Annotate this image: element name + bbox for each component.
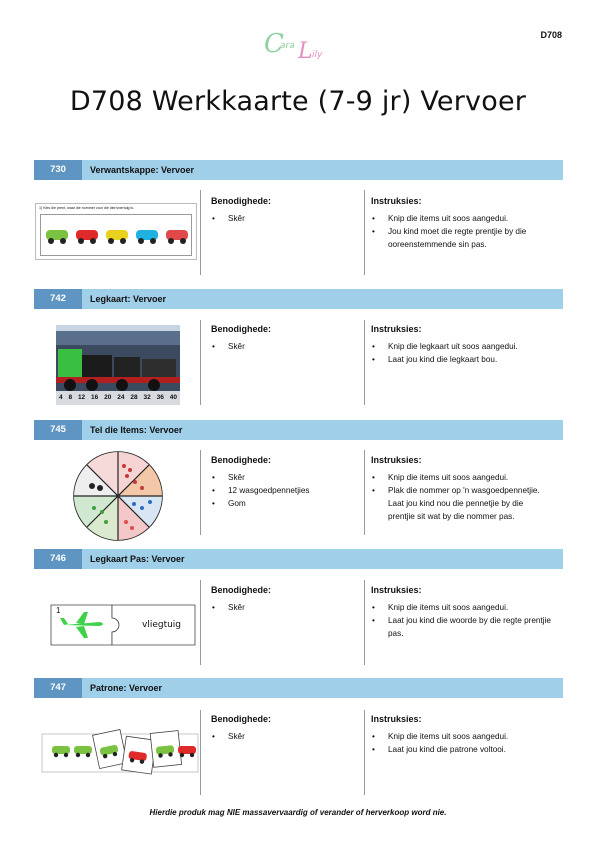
divider — [200, 190, 201, 275]
puzzle-number: 36 — [156, 394, 164, 401]
instructions-column — [371, 584, 551, 640]
section-title: Legkaart Pas: Vervoer — [90, 554, 185, 564]
instruction-item: • Plak die nommer op 'n wasgoedpennetjie. Laat jou kind nou die pennetjie by die prentjie sit wat by die nommer pas. — [371, 484, 551, 523]
section-title: Tel die Items: Vervoer — [90, 425, 183, 435]
divider — [200, 450, 201, 535]
needs-heading: Benodighede: — [211, 455, 271, 465]
pattern-cards — [40, 720, 200, 778]
section-code: 746 — [34, 549, 82, 569]
divider — [200, 580, 201, 665]
instructions-heading: Instruksies: — [371, 455, 422, 465]
car-row — [44, 224, 192, 248]
puzzle-number: 40 — [169, 394, 177, 401]
puzzle-number: 16 — [91, 394, 99, 401]
puzzle-number: 1 — [56, 606, 61, 615]
needs-item: • Skêr — [211, 471, 359, 484]
footer-notice: Hierdie produk mag NIE massavervaardig of verander of herverkoop word nie. — [149, 808, 447, 817]
needs-column — [211, 195, 359, 225]
divider — [364, 320, 365, 405]
divider — [364, 190, 365, 275]
section-header-730 — [34, 160, 563, 180]
instructions-heading: Instruksies: — [371, 196, 422, 206]
needs-item: • Skêr — [211, 340, 359, 353]
needs-heading: Benodighede: — [211, 324, 271, 334]
instructions-column — [371, 454, 551, 523]
puzzle-number: 12 — [77, 394, 86, 401]
instruction-item: • Knip die items uit soos aangedui. — [371, 730, 551, 743]
thumbnail-patterns — [40, 720, 200, 778]
instructions-column — [371, 195, 551, 251]
thumbnail-relationships — [35, 203, 197, 260]
needs-heading: Benodighede: — [211, 714, 271, 724]
instructions-heading: Instruksies: — [371, 585, 422, 595]
section-title: Legkaart: Vervoer — [90, 294, 167, 304]
needs-item: • Skêr — [211, 212, 359, 225]
puzzle-number: 28 — [130, 394, 138, 401]
section-header-745 — [34, 420, 563, 440]
needs-item: • Skêr — [211, 601, 359, 614]
cara-lily-logo — [262, 24, 334, 66]
puzzle-word: vliegtuig — [142, 620, 182, 630]
divider — [200, 710, 201, 795]
svg-text:ara: ara — [280, 41, 295, 51]
instruction-item: • Laat jou kind die woorde by die regte prentjie pas. — [371, 614, 551, 640]
divider — [200, 320, 201, 405]
instructions-heading: Instruksies: — [371, 324, 422, 334]
section-title: Patrone: Vervoer — [90, 683, 163, 693]
instruction-item: • Knip die items uit soos aangedui. — [371, 212, 551, 225]
svg-text:ily: ily — [312, 50, 323, 60]
svg-text:C: C — [264, 29, 284, 59]
instructions-heading: Instruksies: — [371, 714, 422, 724]
instruction-item: • Laat jou kind die patrone voltooi. — [371, 743, 551, 756]
puzzle-number: 32 — [143, 394, 151, 401]
svg-text:L: L — [298, 39, 313, 64]
puzzle-number: 20 — [104, 394, 112, 401]
needs-item: • 12 wasgoedpennetjies — [211, 484, 359, 497]
instructions-column — [371, 713, 551, 756]
section-code: 742 — [34, 289, 82, 309]
instruction-item: • Knip die items uit soos aangedui. — [371, 601, 551, 614]
thumbnail-match-puzzle — [50, 604, 196, 646]
puzzle-number: 24 — [117, 394, 125, 401]
section-code: 730 — [34, 160, 82, 180]
divider — [364, 710, 365, 795]
needs-item: • Skêr — [211, 730, 359, 743]
instruction-item: • Knip die legkaart uit soos aangedui. — [371, 340, 551, 353]
needs-column — [211, 713, 359, 743]
divider — [364, 580, 365, 665]
instruction-item: • Laat jou kind die legkaart bou. — [371, 353, 551, 366]
needs-column — [211, 584, 359, 614]
divider — [364, 450, 365, 535]
thumbnail-train-puzzle — [56, 325, 180, 405]
section-header-747 — [34, 678, 563, 698]
needs-heading: Benodighede: — [211, 585, 271, 595]
needs-column — [211, 454, 359, 510]
needs-column — [211, 323, 359, 353]
thumbnail-caption: 1) Kies die prent, waar die nommer voor die dier/voertuig is. — [39, 206, 135, 210]
instructions-column — [371, 323, 551, 366]
instruction-item: • Jou kind moet die regte prentjie by die ooreenstemmende sin pas. — [371, 225, 551, 251]
needs-item: • Gom — [211, 497, 359, 510]
puzzle-numbers — [56, 392, 180, 404]
page-code: D708 — [540, 30, 562, 40]
section-title: Verwantskappe: Vervoer — [90, 165, 195, 175]
section-code: 747 — [34, 678, 82, 698]
page-title: D708 Werkkaarte (7-9 jr) Vervoer — [69, 86, 527, 117]
puzzle-number: 4 — [58, 394, 63, 401]
needs-heading: Benodighede: — [211, 196, 271, 206]
puzzle-number: 8 — [68, 394, 73, 401]
instruction-item: • Knip die items uit soos aangedui. — [371, 471, 551, 484]
section-code: 745 — [34, 420, 82, 440]
counting-wheel — [72, 450, 164, 542]
section-header-746 — [34, 549, 563, 569]
section-header-742 — [34, 289, 563, 309]
